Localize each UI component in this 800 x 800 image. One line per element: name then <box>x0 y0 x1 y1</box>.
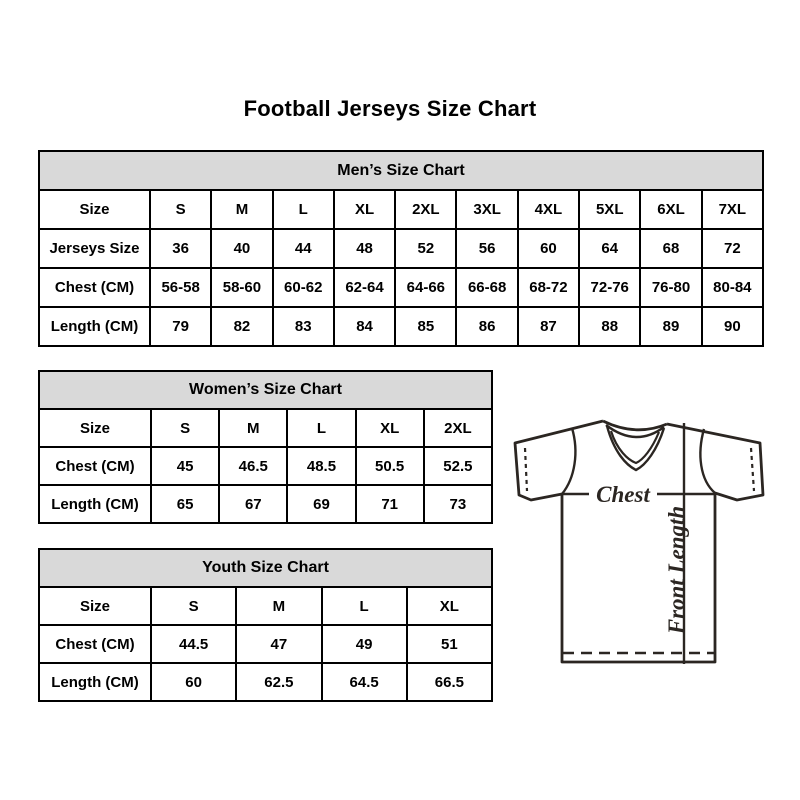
data-cell: 82 <box>211 307 272 346</box>
youth-table-title: Youth Size Chart <box>39 549 492 587</box>
data-cell: 68-72 <box>518 268 579 307</box>
table-row <box>39 625 492 663</box>
data-cell: 60-62 <box>273 268 334 307</box>
table-row <box>39 190 763 229</box>
table-row <box>39 587 492 625</box>
data-cell: 56-58 <box>150 268 211 307</box>
row-header-cell: Length (CM) <box>39 663 151 701</box>
data-cell: 51 <box>407 625 492 663</box>
data-cell: 68 <box>640 229 701 268</box>
data-cell: 80-84 <box>702 268 763 307</box>
data-cell: 88 <box>579 307 640 346</box>
data-cell: 87 <box>518 307 579 346</box>
data-cell: 56 <box>456 229 517 268</box>
row-header-cell: Size <box>39 409 151 447</box>
data-cell: 52.5 <box>424 447 492 485</box>
data-cell: 76-80 <box>640 268 701 307</box>
data-cell: 72 <box>702 229 763 268</box>
data-cell: 2XL <box>395 190 456 229</box>
data-cell: 72-76 <box>579 268 640 307</box>
womens-table-title: Women’s Size Chart <box>39 371 492 409</box>
data-cell: L <box>273 190 334 229</box>
table-row <box>39 447 492 485</box>
data-cell: XL <box>407 587 492 625</box>
data-cell: M <box>219 409 287 447</box>
mens-table-title: Men’s Size Chart <box>39 151 763 190</box>
table-row <box>39 663 492 701</box>
data-cell: XL <box>334 190 395 229</box>
left-cuff-dashed-line <box>525 448 527 491</box>
jersey-measurement-diagram <box>500 400 800 700</box>
data-cell: 7XL <box>702 190 763 229</box>
data-cell: 4XL <box>518 190 579 229</box>
row-header-cell: Size <box>39 190 150 229</box>
jersey-outline <box>515 421 763 662</box>
data-cell: XL <box>356 409 424 447</box>
data-cell: 3XL <box>456 190 517 229</box>
data-cell: 50.5 <box>356 447 424 485</box>
table-row <box>39 268 763 307</box>
data-cell: 89 <box>640 307 701 346</box>
data-cell: 90 <box>702 307 763 346</box>
row-header-cell: Chest (CM) <box>39 625 151 663</box>
data-cell: 60 <box>151 663 236 701</box>
data-cell: 64-66 <box>395 268 456 307</box>
table-row <box>39 485 492 523</box>
data-cell: 47 <box>236 625 321 663</box>
data-cell: 46.5 <box>219 447 287 485</box>
data-cell: 71 <box>356 485 424 523</box>
data-cell: 44 <box>273 229 334 268</box>
row-header-cell: Chest (CM) <box>39 447 151 485</box>
right-cuff-dashed-line <box>751 448 754 491</box>
data-cell: 49 <box>322 625 407 663</box>
data-cell: S <box>150 190 211 229</box>
youth-size-table <box>38 548 493 702</box>
table-row <box>39 229 763 268</box>
left-armhole-seam <box>562 428 575 494</box>
data-cell: S <box>151 409 219 447</box>
data-cell: 5XL <box>579 190 640 229</box>
data-cell: 79 <box>150 307 211 346</box>
data-cell: 48.5 <box>287 447 355 485</box>
data-cell: 66-68 <box>456 268 517 307</box>
table-row <box>39 409 492 447</box>
row-header-cell: Length (CM) <box>39 485 151 523</box>
table-title-row <box>39 151 763 190</box>
row-header-cell: Jerseys Size <box>39 229 150 268</box>
data-cell: 64 <box>579 229 640 268</box>
data-cell: L <box>287 409 355 447</box>
data-cell: M <box>236 587 321 625</box>
data-cell: 58-60 <box>211 268 272 307</box>
chest-label: Chest <box>596 482 650 507</box>
right-armhole-seam <box>700 429 715 493</box>
table-title-row <box>39 549 492 587</box>
data-cell: 66.5 <box>407 663 492 701</box>
data-cell: 84 <box>334 307 395 346</box>
table-title-row <box>39 371 492 409</box>
data-cell: 85 <box>395 307 456 346</box>
data-cell: 52 <box>395 229 456 268</box>
data-cell: 44.5 <box>151 625 236 663</box>
mens-size-table <box>38 150 764 347</box>
page-title: Football Jerseys Size Chart <box>243 96 537 121</box>
data-cell: 65 <box>151 485 219 523</box>
data-cell: S <box>151 587 236 625</box>
data-cell: 48 <box>334 229 395 268</box>
womens-size-table <box>38 370 493 524</box>
data-cell: 60 <box>518 229 579 268</box>
data-cell: 67 <box>219 485 287 523</box>
data-cell: 45 <box>151 447 219 485</box>
data-cell: 83 <box>273 307 334 346</box>
row-header-cell: Size <box>39 587 151 625</box>
table-row <box>39 307 763 346</box>
data-cell: 40 <box>211 229 272 268</box>
data-cell: 69 <box>287 485 355 523</box>
front-length-label: Front Length <box>664 505 689 635</box>
data-cell: 62-64 <box>334 268 395 307</box>
data-cell: 6XL <box>640 190 701 229</box>
row-header-cell: Chest (CM) <box>39 268 150 307</box>
data-cell: 86 <box>456 307 517 346</box>
row-header-cell: Length (CM) <box>39 307 150 346</box>
data-cell: L <box>322 587 407 625</box>
data-cell: 64.5 <box>322 663 407 701</box>
data-cell: 36 <box>150 229 211 268</box>
data-cell: M <box>211 190 272 229</box>
data-cell: 2XL <box>424 409 492 447</box>
data-cell: 62.5 <box>236 663 321 701</box>
data-cell: 73 <box>424 485 492 523</box>
